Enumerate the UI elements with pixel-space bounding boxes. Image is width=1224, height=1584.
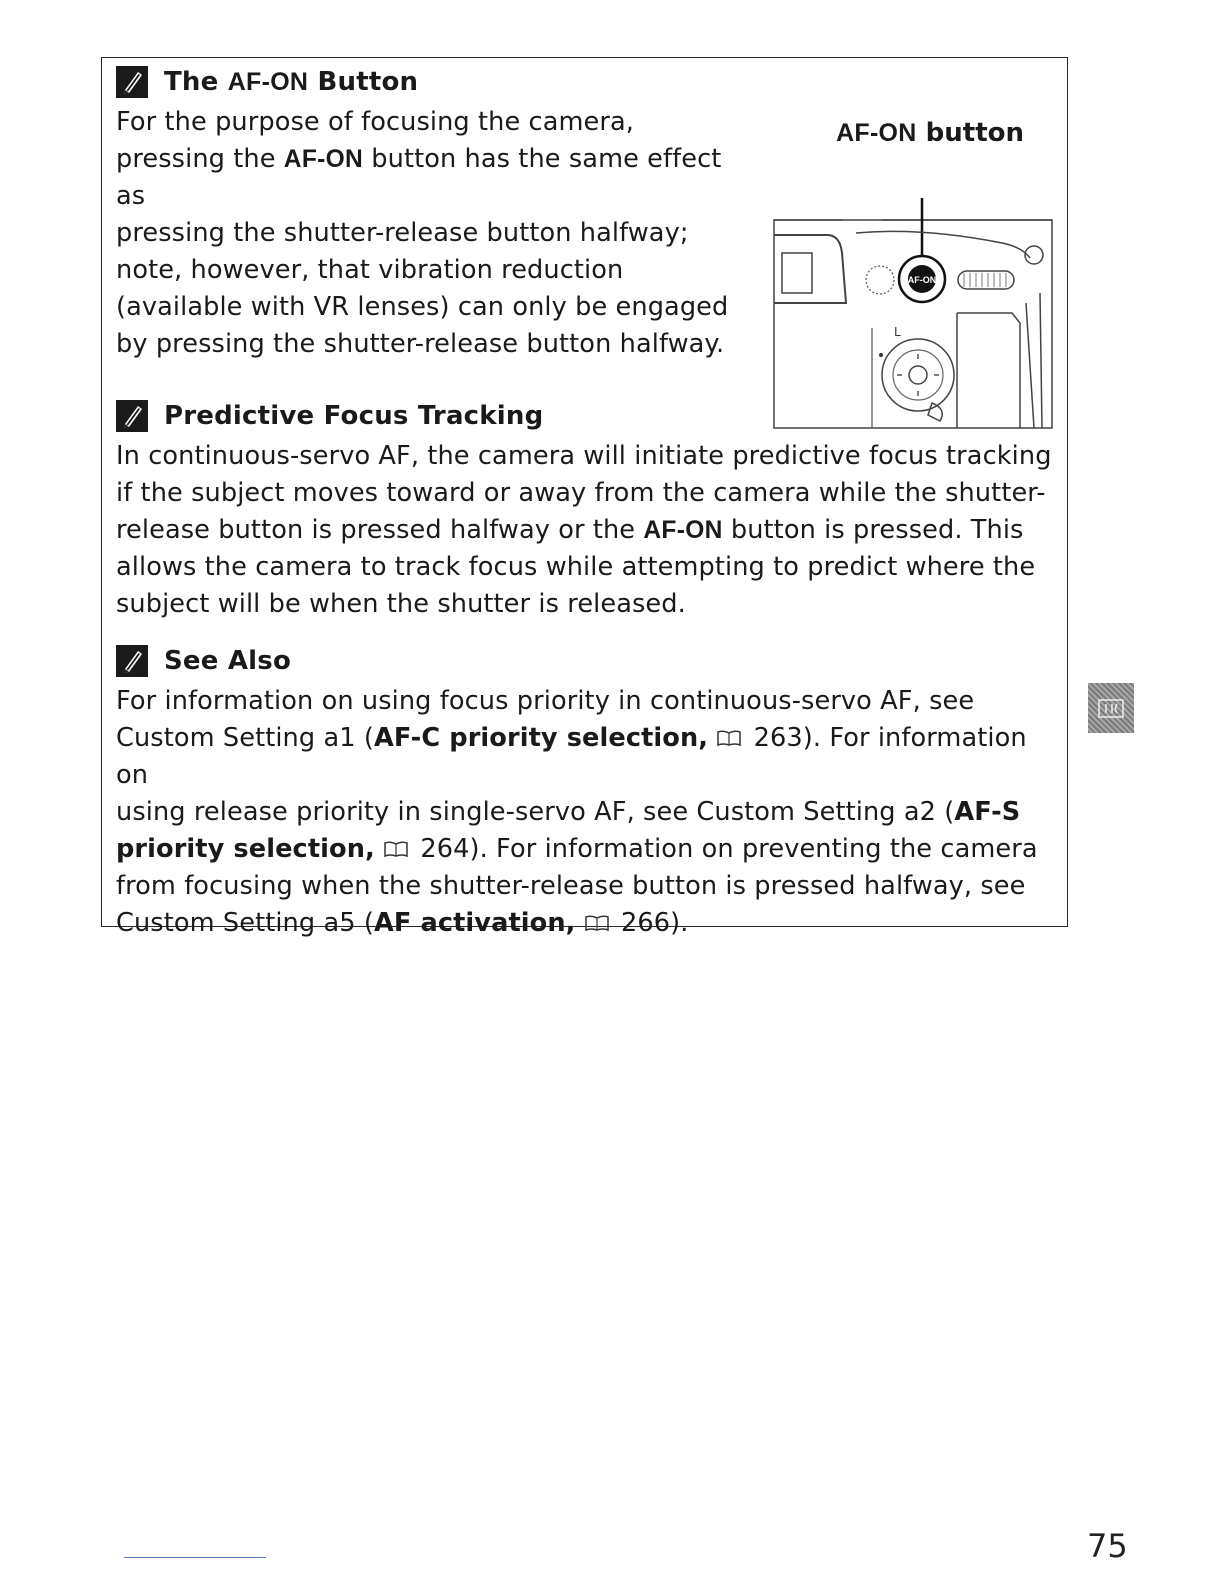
chapter-tab [1088, 683, 1134, 733]
text-line: by pressing the shutter-release button halfway. [116, 329, 725, 359]
pencil-note-icon [116, 66, 148, 98]
text-line: priority selection, 264). For information on preventing the camera [116, 834, 1038, 864]
book-icon [716, 729, 742, 747]
text-line: release button is pressed halfway or the AF-ON button is pressed. This [116, 515, 1024, 545]
text-line: pressing the AF-ON button has the same effect as [116, 144, 722, 211]
note-body [116, 683, 1061, 942]
text-line: if the subject moves toward or away from the camera while the shutter- [116, 478, 1046, 508]
book-icon [584, 914, 610, 932]
pencil-note-icon [116, 400, 148, 432]
text-line: using release priority in single-servo AF, see Custom Setting a2 (AF-S [116, 797, 1021, 827]
note-title: Predictive Focus Tracking [164, 401, 544, 431]
figure-label: AF-ON button [836, 118, 1024, 148]
note-predictive-focus-tracking [116, 398, 1061, 623]
text-line: from focusing when the shutter-release button is pressed halfway, see [116, 871, 1026, 901]
figure-button-label: AF-ON [907, 275, 937, 285]
figure-lock-marker: L [894, 325, 901, 339]
text-line: (available with VR lenses) can only be engaged [116, 292, 729, 322]
pencil-note-icon [116, 645, 148, 677]
book-icon [383, 840, 409, 858]
camera-tab-icon [1097, 695, 1125, 721]
note-title: The AF-ON Button [164, 67, 419, 97]
page-number: 75 [1087, 1527, 1128, 1565]
note-box [101, 57, 1068, 938]
text-line: note, however, that vibration reduction [116, 255, 624, 285]
note-see-also [116, 643, 1061, 942]
footer-rule [124, 1557, 266, 1558]
text-line: pressing the shutter-release button halfway; [116, 218, 689, 248]
text-line: subject will be when the shutter is released. [116, 589, 686, 619]
text-line: allows the camera to track focus while attempting to predict where the [116, 552, 1036, 582]
note-heading [116, 643, 1061, 679]
text-line: In continuous-servo AF, the camera will initiate predictive focus tracking [116, 441, 1052, 471]
note-title: See Also [164, 646, 292, 676]
text-line: For information on using focus priority in continuous-servo AF, see [116, 686, 975, 716]
text-line: Custom Setting a5 (AF activation, 266). [116, 908, 689, 938]
text-line: For the purpose of focusing the camera, [116, 107, 634, 137]
note-heading [116, 398, 1061, 434]
note-af-on-button [116, 64, 756, 363]
note-body [116, 104, 756, 363]
camera-back-illustration [772, 163, 1054, 431]
note-heading [116, 64, 756, 100]
af-on-figure [772, 118, 1054, 431]
note-body [116, 438, 1061, 623]
text-line: Custom Setting a1 (AF-C priority selection, 263). For information on [116, 723, 1027, 790]
